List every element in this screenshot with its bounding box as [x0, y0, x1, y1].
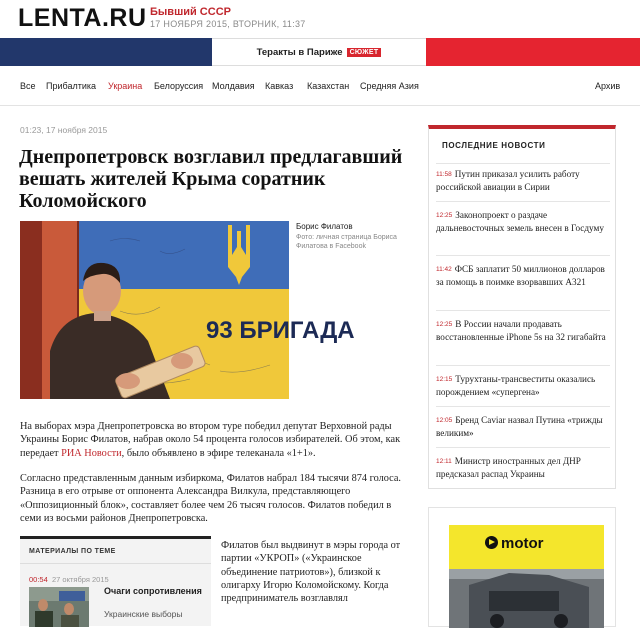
caption-name: Борис Филатов — [296, 222, 353, 231]
related-divider — [20, 563, 211, 564]
paragraph-1-text-before: На выборах мэра Днепропетровска во втором туре победил депутат Верховной рады Украины Борис Филатов, набрав около 54 процента голосов избирателей. Об этом, как передает — [20, 421, 401, 459]
news-item[interactable] — [436, 455, 610, 481]
nav-item-archive[interactable]: Архив — [595, 81, 621, 91]
news-item[interactable] — [436, 168, 610, 194]
nav-item-caucasus[interactable]: Кавказ — [265, 81, 294, 91]
latest-news-heading: ПОСЛЕДНИЕ НОВОСТИ — [442, 141, 546, 150]
news-divider — [436, 447, 610, 448]
nav-item-all[interactable]: Все — [20, 81, 36, 91]
caption-source: Фото: личная страница Бориса Филатова в Facebook — [296, 234, 397, 250]
news-item[interactable] — [436, 263, 610, 289]
nav-item-belarus[interactable]: Белоруссия — [154, 81, 204, 91]
article-paragraph-3: Филатов был выдвинут в мэры города от партии «УКРОП» («Украинское объединение патриотов»), близкой к олигарху Игорю Коломойскому. Когда предприниматель возглавлял — [221, 540, 401, 605]
news-text[interactable]: Бренд Caviar назвал Путина «трижды великим» — [436, 415, 603, 439]
article-title: Днепропетровск возглавил предлагавший вешать жителей Крыма соратник Коломойского — [19, 146, 403, 212]
news-time: 12:05 — [436, 417, 453, 424]
banner-blue-stripe — [0, 38, 212, 66]
news-text[interactable]: В России начали продавать восстановленные iPhone 5s на 32 гигабайта — [436, 319, 606, 343]
article-paragraph-1 — [20, 420, 408, 460]
section-nav — [0, 66, 640, 106]
header-date: 17 НОЯБРЯ 2015, ВТОРНИК, 11:37 — [150, 19, 306, 29]
banner-badge: СЮЖЕТ — [347, 48, 382, 57]
section-title[interactable]: Бывший СССР — [150, 6, 231, 18]
news-time: 12:25 — [436, 212, 453, 219]
news-divider — [436, 310, 610, 311]
news-item[interactable] — [436, 373, 610, 399]
news-item[interactable] — [436, 209, 610, 235]
nav-item-baltics[interactable]: Прибалтика — [46, 81, 96, 91]
related-time: 00:54 — [29, 575, 48, 584]
latest-news — [428, 125, 616, 489]
ad-creative[interactable] — [449, 525, 604, 628]
nav-item-kazakhstan[interactable]: Казахстан — [307, 81, 350, 91]
news-text[interactable]: ФСБ заплатит 50 миллионов долларов за помощь в поимке взорвавших A321 — [436, 264, 605, 288]
ria-news-link[interactable]: РИА Новости — [61, 447, 122, 459]
banner-white-stripe — [212, 38, 426, 66]
ad-banner[interactable] — [428, 507, 616, 627]
related-title[interactable]: Очаги сопротивления — [104, 586, 202, 596]
related-heading: МАТЕРИАЛЫ ПО ТЕМЕ — [29, 548, 116, 555]
news-item[interactable] — [436, 318, 610, 344]
news-text[interactable]: Законопроект о раздаче дальневосточных земель внесен в Госдуму — [436, 210, 604, 234]
news-text[interactable]: Министр иностранных дел ДНР предсказал распад Украины — [436, 456, 581, 480]
story-banner[interactable] — [0, 38, 640, 66]
photo-flag-text: 93 БРИГАДА — [206, 317, 355, 344]
news-time: 11:42 — [436, 266, 452, 273]
news-time: 12:11 — [436, 458, 452, 465]
paragraph-1-text-after: , было объявлено в эфире телеканала «1+1». — [121, 447, 316, 459]
news-divider — [436, 255, 610, 256]
news-time: 11:58 — [436, 171, 452, 178]
banner-red-stripe — [426, 38, 640, 66]
article-date: 01:23, 17 ноября 2015 — [20, 125, 108, 135]
related-date: 27 октября 2015 — [52, 575, 109, 584]
related-subtitle: Украинские выборы — [104, 609, 183, 619]
news-time: 12:15 — [436, 376, 453, 383]
nav-item-ukraine[interactable]: Украина — [108, 81, 143, 91]
news-text[interactable]: Путин приказал усилить работу российской авиации в Сирии — [436, 169, 580, 193]
ad-logo-text: motor — [501, 535, 544, 552]
news-divider — [436, 365, 610, 366]
banner-text[interactable]: Теракты в Париже — [256, 47, 343, 58]
nav-item-moldova[interactable]: Молдавия — [212, 81, 255, 91]
photo-caption — [296, 222, 406, 251]
news-divider — [436, 201, 610, 202]
nav-item-central-asia[interactable]: Средняя Азия — [360, 81, 419, 91]
related-thumbnail[interactable] — [29, 587, 89, 627]
banner-link[interactable] — [212, 47, 426, 58]
news-item[interactable] — [436, 414, 610, 440]
site-logo[interactable]: LENTA.RU — [18, 4, 147, 32]
site-header — [0, 0, 640, 38]
news-divider — [436, 163, 610, 164]
related-materials — [20, 536, 211, 626]
news-time: 12:25 — [436, 321, 453, 328]
news-text[interactable]: Турухтаны-трансвеститы оказались порождением «супергена» — [436, 374, 596, 398]
article-paragraph-2: Согласно представленным данным избиркома, Филатов набрал 184 тысячи 874 голоса. Разница в его отрыве от оппонента Александра Вилкула, представляющего «Оппозиционный блок», составляет более чем 26 тысяч голосов. Филатов победил в семи из восьми районов Днепропетровска. — [20, 473, 401, 524]
news-divider — [436, 406, 610, 407]
